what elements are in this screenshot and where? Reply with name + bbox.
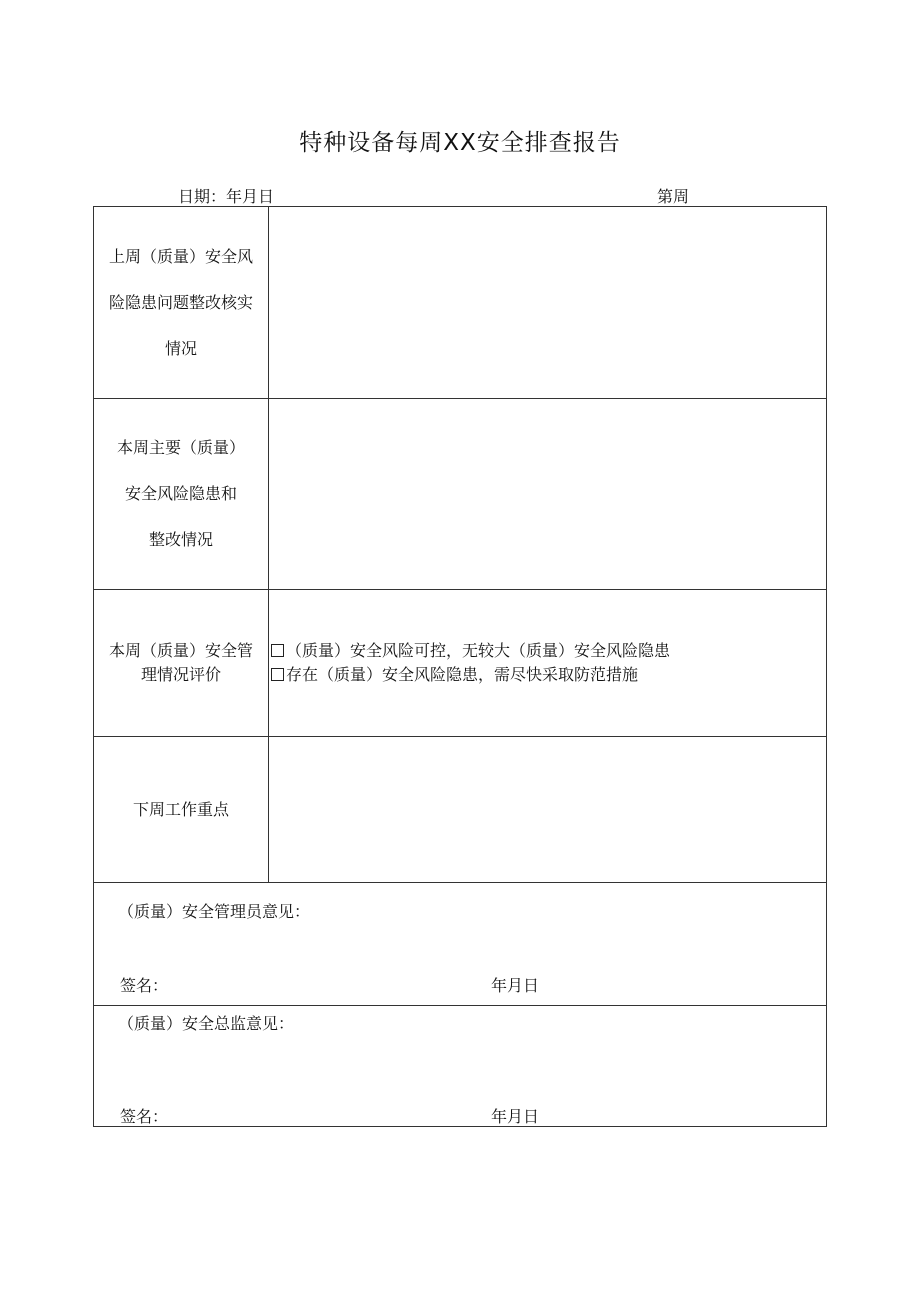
this-week-risks-field[interactable] (269, 399, 826, 589)
date-label: 日期：年月日 (178, 187, 275, 206)
option-risk-present[interactable] (271, 663, 670, 687)
row-label-line: 理情况评价 (140, 665, 221, 684)
row-safety-director-opinion (94, 1006, 826, 1126)
option-risk-controllable[interactable] (271, 639, 670, 663)
safety-director-signature-label: 签名： (120, 1107, 169, 1126)
row-label-line: 本周主要（质量） (116, 438, 245, 457)
row-label-line: 情况 (164, 338, 197, 358)
checkbox-icon[interactable] (271, 668, 284, 681)
row-management-evaluation (94, 590, 826, 737)
evaluation-options-cell (269, 590, 826, 736)
row-safety-manager-opinion (94, 883, 826, 1006)
last-week-rectification-field[interactable] (269, 207, 826, 398)
row-label-cell (94, 590, 269, 736)
week-label: 第周 (657, 187, 690, 206)
row-label-line: 安全风险隐患和 (124, 484, 237, 503)
page-title: 特种设备每周XX安全排查报告 (299, 130, 621, 156)
checkbox-icon[interactable] (271, 644, 284, 657)
row-this-week-risks (94, 399, 826, 590)
option-label: 存在（质量）安全风险隐患，需尽快采取防范措施 (286, 665, 639, 684)
safety-manager-opinion-title: （质量）安全管理员意见： (118, 902, 311, 921)
row-label-line: 下周工作重点 (132, 799, 229, 819)
row-last-week-rectification (94, 207, 826, 399)
row-label-cell (94, 207, 269, 398)
option-label: （质量）安全风险可控，无较大（质量）安全风险隐患 (286, 641, 671, 660)
row-label-line: 上周（质量）安全风 (108, 246, 253, 266)
evaluation-options (271, 639, 670, 687)
safety-director-date-label: 年月日 (491, 1107, 540, 1126)
row-label-line: 本周（质量）安全管 (108, 641, 253, 660)
safety-manager-date-label: 年月日 (491, 976, 540, 995)
row-next-week-focus (94, 737, 826, 883)
row-label-cell (94, 737, 269, 882)
report-form (93, 206, 827, 1127)
row-label-line: 整改情况 (148, 530, 213, 549)
row-label-line: 险隐患问题整改核实 (108, 292, 253, 312)
next-week-focus-field[interactable] (269, 737, 826, 882)
safety-manager-signature-label: 签名： (120, 976, 169, 995)
row-label-cell (94, 399, 269, 589)
safety-director-opinion-title: （质量）安全总监意见： (118, 1014, 295, 1033)
